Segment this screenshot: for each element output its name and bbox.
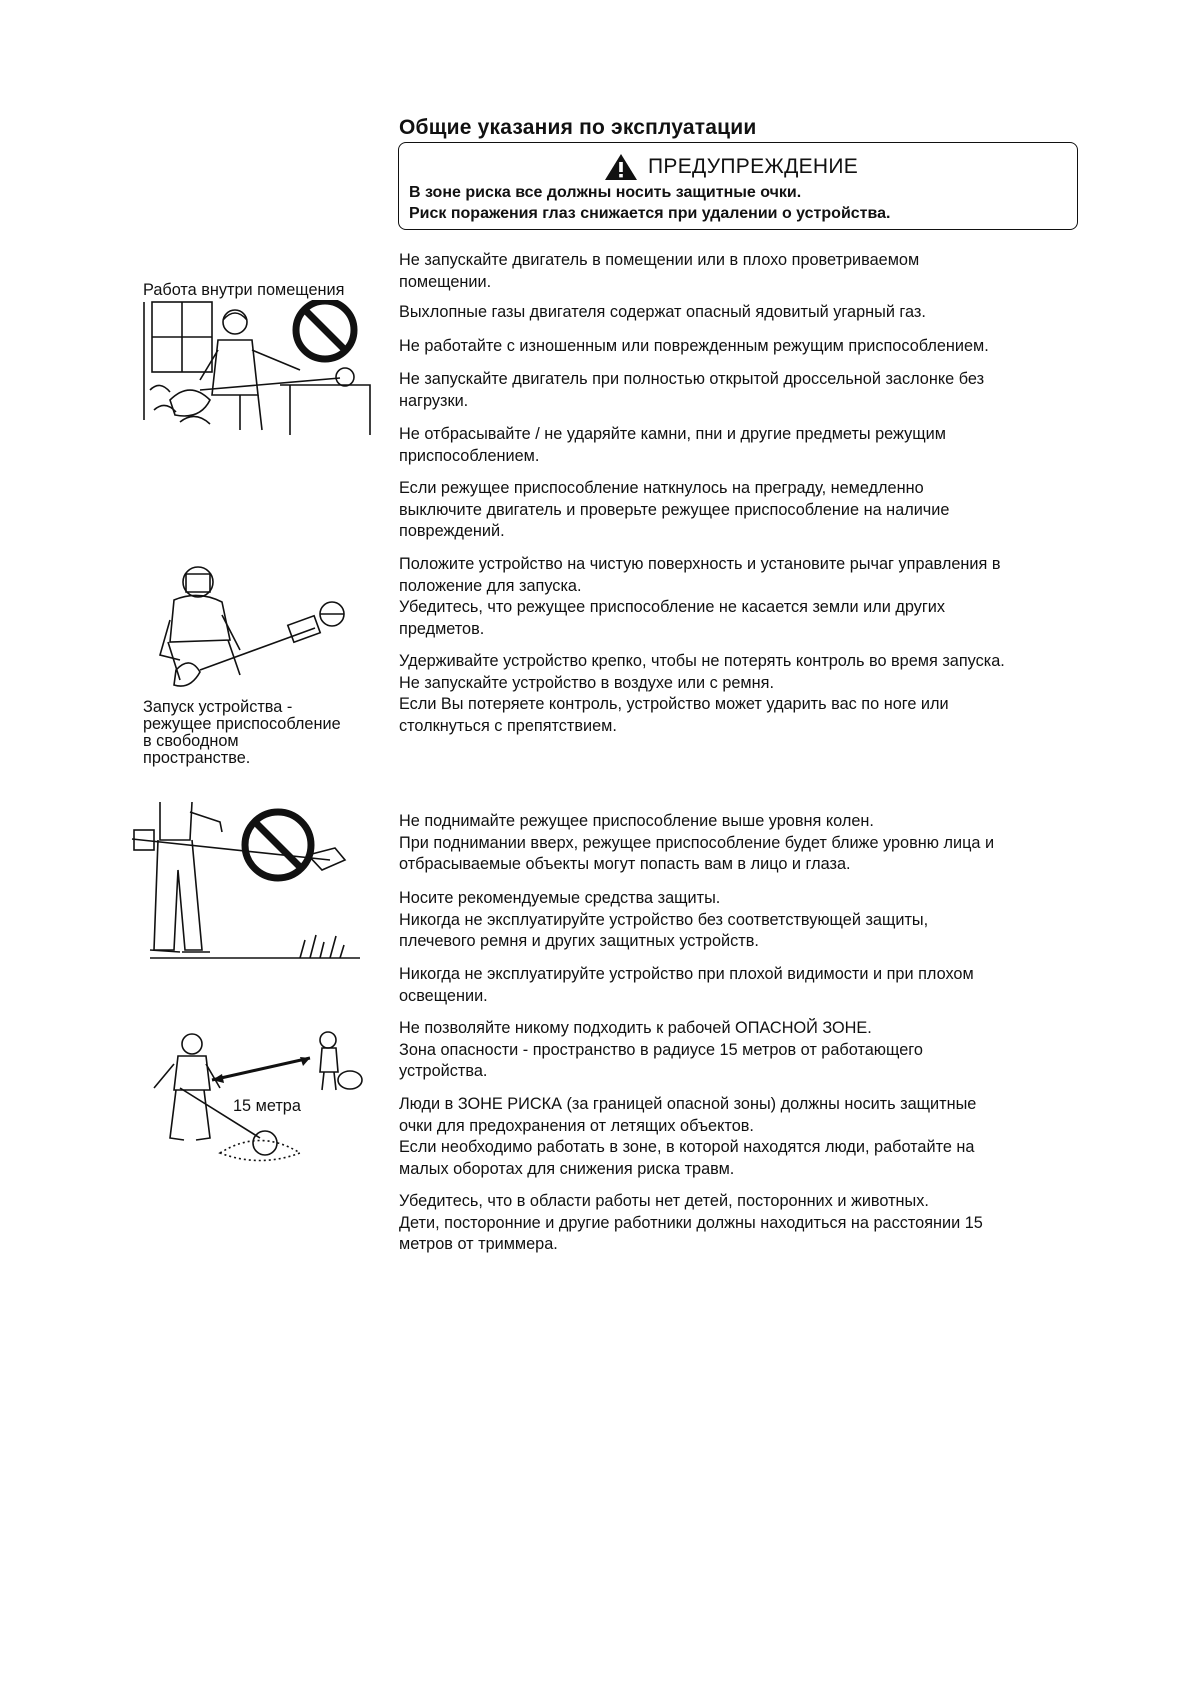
distance-label: 15 метра: [233, 1097, 301, 1115]
section-title: Общие указания по эксплуатации: [399, 116, 757, 139]
paragraph-line: Зона опасности - пространство в радиусе 15 метров от работающего: [399, 1040, 923, 1059]
paragraph-line: Если Вы потеряете контроль, устройство может ударить вас по ноге или: [399, 695, 949, 714]
paragraph-line: плечевого ремня и других защитных устройств.: [399, 932, 759, 951]
paragraph-line: Если режущее приспособление наткнулось на преграду, немедленно: [399, 479, 924, 497]
warning-heading: ПРЕДУПРЕЖДЕНИЕ: [648, 155, 859, 178]
paragraph-line: Никогда не эксплуатируйте устройство при плохой видимости и при плохом: [399, 965, 974, 983]
paragraph-line: Не позволяйте никому подходить к рабочей ОПАСНОЙ ЗОНЕ.: [399, 1019, 872, 1037]
paragraph-line: Убедитесь, что режущее приспособление не касается земли или других: [399, 598, 946, 617]
paragraph: [399, 554, 1089, 640]
paragraph-line: выключите двигатель и проверьте режущее приспособление на наличие: [399, 500, 950, 519]
paragraph-line: Не отбрасывайте / не ударяйте камни, пни и другие предметы режущим: [399, 425, 946, 443]
warning-box: [398, 142, 1078, 230]
start-caption: [143, 699, 341, 767]
paragraph-line: приспособлением.: [399, 446, 540, 465]
indoor-work-illustration: [140, 300, 380, 445]
paragraph-line: Выхлопные газы двигателя содержат опасный ядовитый угарный газ.: [399, 303, 926, 321]
indoor-caption: Работа внутри помещения: [143, 281, 345, 299]
caption-line: режущее приспособление: [143, 715, 341, 733]
paragraph: [399, 478, 1089, 543]
paragraph-line: помещении.: [399, 272, 492, 291]
paragraph-line: Не поднимайте режущее приспособление выше уровня колен.: [399, 812, 874, 830]
paragraph: [399, 369, 1089, 412]
paragraph-line: повреждений.: [399, 522, 505, 541]
paragraph: [399, 1094, 1089, 1180]
warning-line: Риск поражения глаз снижается при удалении о устройства.: [409, 205, 891, 222]
paragraph: [399, 1191, 1089, 1256]
paragraph-line: Положите устройство на чистую поверхность и установите рычаг управления в: [399, 555, 1001, 573]
paragraph-line: Не запускайте двигатель при полностью открытой дроссельной заслонке без: [399, 370, 985, 388]
paragraph-line: Удерживайте устройство крепко, чтобы не потерять контроль во время запуска.: [399, 652, 1005, 670]
paragraph-line: Не запускайте устройство в воздухе или с ремня.: [399, 673, 774, 692]
paragraph-line: устройства.: [399, 1062, 488, 1081]
paragraph-line: освещении.: [399, 986, 488, 1005]
paragraph-line: предметов.: [399, 619, 485, 638]
paragraph: [399, 811, 1089, 876]
paragraph-line: Люди в ЗОНЕ РИСКА (за границей опасной зоны) должны носить защитные: [399, 1095, 977, 1113]
paragraph: [399, 302, 1089, 324]
paragraph: [399, 1018, 1089, 1083]
paragraph: [399, 424, 1089, 467]
paragraph-line: метров от триммера.: [399, 1235, 558, 1254]
paragraph: [399, 651, 1089, 737]
warning-triangle-icon: [604, 153, 638, 181]
warning-header: [604, 153, 858, 181]
paragraph: [399, 964, 1089, 1007]
paragraph-line: Никогда не эксплуатируйте устройство без соответствующей защиты,: [399, 910, 929, 929]
paragraph-line: Носите рекомендуемые средства защиты.: [399, 889, 721, 907]
paragraph-line: столкнуться с препятствием.: [399, 716, 617, 735]
paragraph: [399, 336, 1089, 358]
caption-line: в свободном: [143, 732, 239, 750]
paragraph-line: нагрузки.: [399, 391, 469, 410]
paragraph-line: очки для предохранения от летящих объектов.: [399, 1116, 754, 1135]
paragraph: [399, 888, 1089, 953]
warning-line: В зоне риска все должны носить защитные очки.: [409, 184, 802, 201]
paragraph-line: Не запускайте двигатель в помещении или в плохо проветриваемом: [399, 251, 920, 269]
caption-line: Запуск устройства -: [143, 698, 293, 716]
caption-line: пространстве.: [143, 749, 251, 767]
paragraph-line: Если необходимо работать в зоне, в которой находятся люди, работайте на: [399, 1138, 975, 1157]
paragraph-line: Не работайте с изношенным или поврежденным режущим приспособлением.: [399, 337, 989, 355]
paragraph: [399, 250, 1089, 293]
paragraph-line: положение для запуска.: [399, 576, 582, 595]
starting-illustration: [150, 560, 360, 695]
paragraph-line: отбрасываемые объекты могут попасть вам в лицо и глаза.: [399, 855, 851, 874]
paragraph-line: Убедитесь, что в области работы нет детей, посторонних и животных.: [399, 1192, 929, 1210]
paragraph-line: При поднимании вверх, режущее приспособление будет ближе уровню лица и: [399, 833, 995, 852]
raised-cutter-illustration: [130, 800, 370, 960]
paragraph-line: Дети, посторонние и другие работники должны находиться на расстоянии 15: [399, 1213, 983, 1232]
paragraph-line: малых оборотах для снижения риска травм.: [399, 1159, 735, 1178]
